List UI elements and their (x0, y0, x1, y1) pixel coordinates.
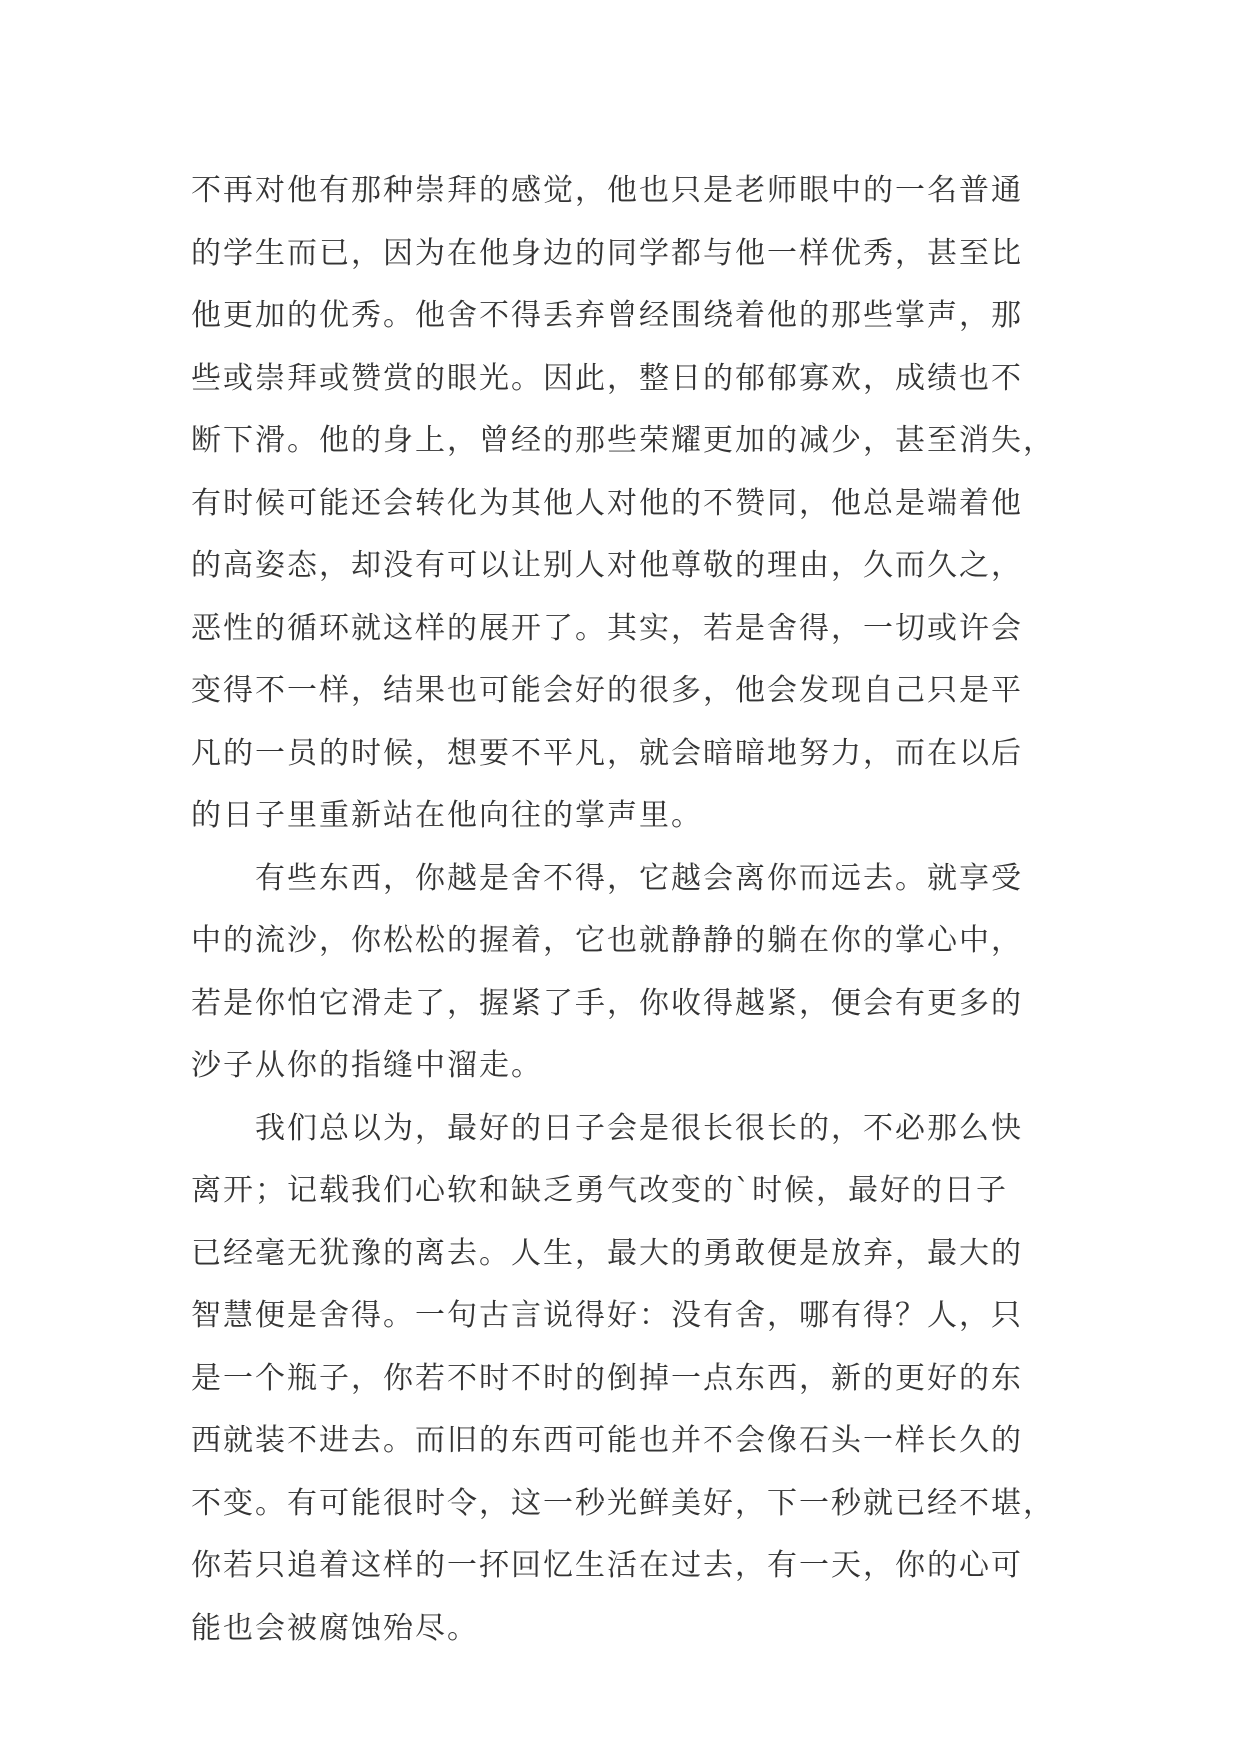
text-line: 凡的一员的时候，想要不平凡，就会暗暗地努力，而在以后 (191, 735, 1023, 771)
document-body (191, 160, 1061, 1660)
text-line: 些或崇拜或赞赏的眼光。因此，整日的郁郁寡欢，成绩也不 (191, 360, 1023, 396)
text-line: 他更加的优秀。他舍不得丢弃曾经围绕着他的那些掌声，那 (191, 298, 1023, 333)
text-line: 智慧便是舍得。一句古言说得好：没有舍，哪有得？人，只 (191, 1298, 1023, 1333)
paragraph-1 (191, 160, 1061, 848)
text-line: 的高姿态，却没有可以让别人对他尊敬的理由，久而久之， (191, 548, 1023, 583)
text-line: 有时候可能还会转化为其他人对他的不赞同，他总是端着他 (191, 485, 1023, 521)
text-line: 西就装不进去。而旧的东西可能也并不会像石头一样长久的 (191, 1423, 1023, 1458)
text-line: 若是你怕它滑走了，握紧了手，你收得越紧，便会有更多的 (191, 985, 1023, 1021)
text-line: 恶性的循环就这样的展开了。其实，若是舍得，一切或许会 (191, 610, 1023, 646)
text-line: 能也会被腐蚀殆尽。 (191, 1610, 479, 1646)
text-line: 不变。有可能很时令，这一秒光鲜美好，下一秒就已经不堪， (191, 1485, 1055, 1521)
text-line: 有些东西，你越是舍不得，它越会离你而远去。就享受 (255, 860, 1023, 896)
text-line: 沙子从你的指缝中溜走。 (191, 1048, 543, 1083)
paragraph-2 (191, 848, 1061, 1098)
paragraph-3 (191, 1098, 1061, 1661)
text-line: 离开；记载我们心软和缺乏勇气改变的`时候，最好的日子 (191, 1173, 1008, 1208)
text-line: 断下滑。他的身上，曾经的那些荣耀更加的减少，甚至消失， (191, 423, 1055, 458)
text-line: 变得不一样，结果也可能会好的很多，他会发现自己只是平 (191, 673, 1023, 708)
text-line: 你若只追着这样的一抔回忆生活在过去，有一天，你的心可 (191, 1548, 1023, 1583)
text-line: 是一个瓶子，你若不时不时的倒掉一点东西，新的更好的东 (191, 1360, 1023, 1396)
text-line: 不再对他有那种崇拜的感觉，他也只是老师眼中的一名普通 (191, 173, 1023, 208)
text-line: 的日子里重新站在他向往的掌声里。 (191, 798, 703, 833)
text-line: 我们总以为，最好的日子会是很长很长的，不必那么快 (255, 1110, 1023, 1146)
text-line: 已经毫无犹豫的离去。人生，最大的勇敢便是放弃，最大的 (191, 1235, 1023, 1271)
text-line: 的学生而已，因为在他身边的同学都与他一样优秀，甚至比 (191, 235, 1023, 271)
text-line: 中的流沙，你松松的握着，它也就静静的躺在你的掌心中， (191, 923, 1023, 958)
